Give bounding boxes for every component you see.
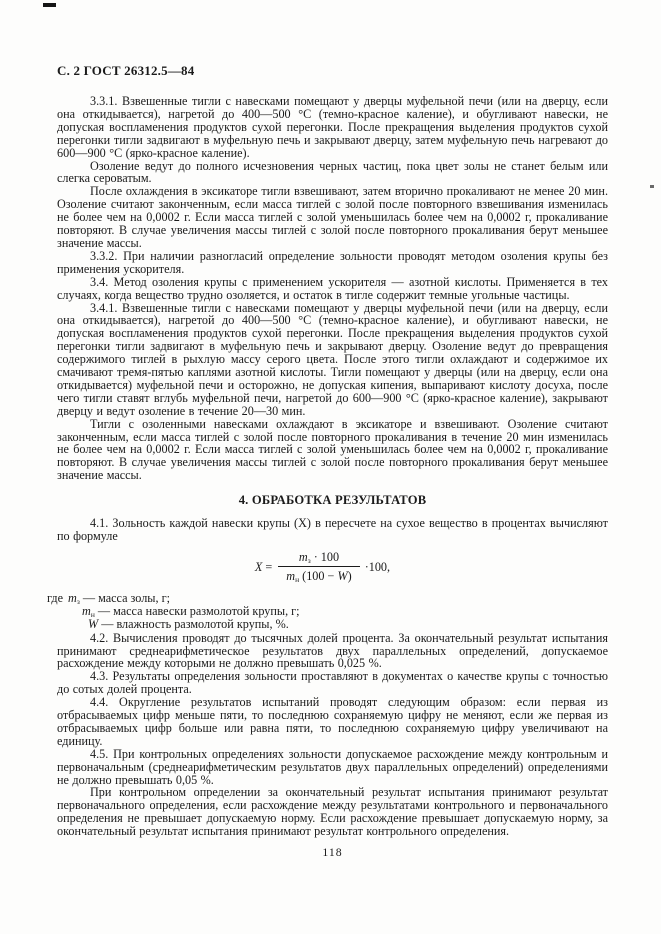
- formula-lhs: [255, 560, 272, 575]
- legend-subscript-mn: н: [90, 610, 95, 620]
- numerator-subscript: з: [307, 556, 311, 565]
- scan-mark-dot: [650, 185, 654, 188]
- equals-sign: =: [262, 559, 273, 574]
- legend-subscript-m3: з: [76, 597, 80, 606]
- paragraph-3-4-1: 3.4.1. Взвешенные тигли с навесками помещают у дверцы муфельной печи (или на дверцу, если она откидывается), нагретой до 400—500 °С (темно-красное каление), и обугливают навески, не допуская воспламенения продуктов сухой перегонки. После прекращения выделения продуктов сухой перегонки тигли задвигают в муфельную печь и закрывают дверцу. Озоление ведут до превращения содержимого тиглей в рыхлую массу серого цвета. После этого тигли охлаждают и содержимое их смачивают тремя-пятью каплями азотной кислоты. Тигли помещают у дверцы (или на дверцу, если она откидывается) муфельной печи и осторожно, не допуская кипения, выпаривают кислоту досуха, после чего тигли ставят вглубь муфельной печи, нагретой до 600—900 °С (ярко-красное каление), закрывают дверцу и ведут озоление в течение 20—30 мин.: [57, 300, 608, 418]
- legend-variable-w: W: [88, 617, 99, 632]
- page-header: С. 2 ГОСТ 26312.5—84: [57, 63, 195, 78]
- page-number: 118: [322, 845, 343, 859]
- formula-factor: ·100,: [364, 559, 391, 574]
- paragraph-4-4: 4.4. Округление результатов испытаний проводят следующим образом: если первая из отбрасываемых цифр меньше пяти, то последнюю сохраняемую цифру не меняют, если же первая из отбрасываемых цифр больше или равна пяти, то последнюю сохраняемую цифру увеличивают на единицу.: [57, 695, 608, 748]
- paragraph-3-3-2: 3.3.2. При наличии разногласий определение зольности проводят методом озоления крупы без применения ускорителя.: [57, 248, 608, 276]
- formula-legend: [47, 592, 608, 632]
- denominator-pre: (100 −: [299, 569, 338, 583]
- formula: [37, 550, 608, 584]
- denominator-variable: m: [286, 569, 296, 583]
- paragraph-3-3-1: 3.3.1. Взвешенные тигли с навесками помещают у дверцы муфельной печи (или на дверцу, если она откидывается), нагретой до 400—500 °С (темно-красное каление), и обугливают навески, не допуская воспламенения продуктов сухой перегонки. После прекращения выделения продуктов сухой перегонки тигли задвигают в муфельную печь и закрывают дверцу, затем муфельную печь нагревают до 600—900 °С (ярко-красное каление).: [57, 94, 608, 160]
- denominator-post: ): [347, 569, 352, 583]
- legend-variable-m3: m: [68, 591, 77, 605]
- where-label: где: [47, 591, 64, 605]
- legend-desc-w: — влажность размолотой крупы, %.: [98, 617, 289, 632]
- section-heading: 4. ОБРАБОТКА РЕЗУЛЬТАТОВ: [238, 493, 427, 508]
- legend-desc-mn: — масса навески размолотой крупы, г;: [94, 604, 300, 619]
- paragraph-control: При контрольном определении за окончательный результат испытания принимают результат первоначального определения, если расхождение между результатами контрольного и первоначального определения не превышает допускаемую норму. Если расхождение превышает допускаемую норму, за окончательный результат испытания принимают результат контрольного определения.: [57, 785, 608, 839]
- fraction-numerator: [278, 550, 359, 567]
- formula-fraction: [278, 550, 359, 584]
- legend-variable-mn: m: [82, 604, 91, 619]
- numerator-rest: · 100: [310, 550, 340, 564]
- paragraph-4-1: 4.1. Зольность каждой навески крупы (X) в пересчете на сухое вещество в процентах вычисляют по формуле: [57, 516, 608, 544]
- fraction-denominator: [278, 567, 359, 584]
- scan-mark-dash: [43, 3, 56, 7]
- formula-variable-x: X: [254, 559, 263, 574]
- text-block: [47, 94, 608, 839]
- paragraph-4-5: 4.5. При контрольных определениях зольности допускаемое расхождение между контрольным и первоначальным (среднеарифметическим результатов двух параллельных определений) определениями не должно превышать 0,05 %.: [57, 746, 608, 787]
- paragraph-3-4: 3.4. Метод озоления крупы с применением ускорителя — азотной кислоты. Применяется в тех случаях, когда вещество трудно озоляется, и остаток в тигле содержит темные угольные частицы.: [57, 274, 608, 302]
- paragraph-ozolenie: Озоление ведут до полного исчезновения черных частиц, пока цвет золы не станет белым или слегка сероватым.: [57, 158, 608, 186]
- legend-line-w: [47, 618, 608, 631]
- paragraph-cooling: После охлаждения в эксикаторе тигли взвешивают, затем вторично прокаливают не менее 20 мин. Озоление считают законченным, если масса тиглей с золой после повторного взвешивания изменилась не более чем на 0,0002 г. Если масса тиглей с золой уменьшилась более чем на 0,0002 г, прокаливание повторяют. В случае увеличения массы тиглей с золой после повторного прокаливания берут меньшее значение массы.: [57, 184, 608, 250]
- numerator-variable: m: [298, 550, 308, 564]
- paragraph-4-2: 4.2. Вычисления проводят до тысячных долей процента. За окончательный результат испытания принимают среднеарифметическое результатов двух параллельных определений, допускаемое расхождение между которыми не должно превышать 0,025 %.: [57, 630, 608, 671]
- legend-desc-m3: — масса золы, г;: [79, 591, 170, 605]
- denominator-variable-w: W: [337, 569, 348, 583]
- denominator-subscript: н: [295, 575, 300, 584]
- paragraph-4-3: 4.3. Результаты определения зольности проставляют в документах о качестве крупы с точностью до сотых долей процента.: [57, 669, 608, 697]
- paragraph-tigli: Тигли с озоленными навесками охлаждают в эксикаторе и взвешивают. Озоление считают законченным, если масса тиглей с золой после повторного прокаливания в течение 20 мин изменилась не более чем на 0,0002 г. Если масса тиглей с золой уменьшилась более чем на 0,0002 г, прокаливание повторяют. В случае увеличения массы тиглей с золой после повторного прокаливания берут меньшее значение массы.: [57, 416, 608, 483]
